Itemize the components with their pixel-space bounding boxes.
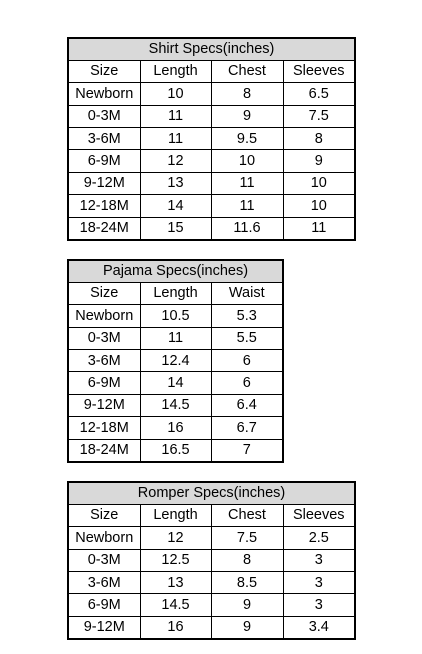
table-cell: 3-6M bbox=[68, 128, 140, 150]
table-cell: 5.5 bbox=[211, 327, 283, 349]
table-cell: 6-9M bbox=[68, 594, 140, 616]
column-header: Size bbox=[68, 504, 140, 526]
table-cell: 10 bbox=[140, 83, 211, 105]
table-row bbox=[68, 417, 283, 439]
table-cell: 7.5 bbox=[283, 105, 355, 127]
table-cell: Newborn bbox=[68, 305, 140, 327]
table-cell: 18-24M bbox=[68, 217, 140, 239]
table-cell: 12.5 bbox=[140, 549, 211, 571]
table-cell: 10.5 bbox=[140, 305, 211, 327]
column-header: Chest bbox=[211, 504, 283, 526]
table-cell: 9 bbox=[211, 616, 283, 638]
table-cell: 6 bbox=[211, 350, 283, 372]
table-cell: 11 bbox=[211, 195, 283, 217]
table-cell: 8 bbox=[283, 128, 355, 150]
table-cell: 12.4 bbox=[140, 350, 211, 372]
table-row bbox=[68, 616, 355, 638]
table-cell: 10 bbox=[211, 150, 283, 172]
table-row bbox=[68, 350, 283, 372]
table-row bbox=[68, 195, 355, 217]
table-cell: Newborn bbox=[68, 527, 140, 549]
table-cell: 12-18M bbox=[68, 417, 140, 439]
shirt-specs-table bbox=[67, 37, 356, 241]
table-cell: 12 bbox=[140, 150, 211, 172]
table-cell: 9.5 bbox=[211, 128, 283, 150]
pajama-table-title: Pajama Specs(inches) bbox=[68, 260, 283, 282]
table-row bbox=[68, 150, 355, 172]
shirt-table-title: Shirt Specs(inches) bbox=[68, 38, 355, 60]
table-cell: 14 bbox=[140, 195, 211, 217]
table-cell: 9 bbox=[211, 105, 283, 127]
column-header: Waist bbox=[211, 282, 283, 304]
table-row bbox=[68, 439, 283, 461]
table-cell: 7.5 bbox=[211, 527, 283, 549]
table-cell: 3 bbox=[283, 549, 355, 571]
table-cell: 6-9M bbox=[68, 372, 140, 394]
column-header: Length bbox=[140, 504, 211, 526]
table-cell: 14 bbox=[140, 372, 211, 394]
table-cell: 13 bbox=[140, 172, 211, 194]
pajama-specs-table bbox=[67, 259, 284, 463]
romper-table-title: Romper Specs(inches) bbox=[68, 482, 355, 504]
table-cell: 12-18M bbox=[68, 195, 140, 217]
table-cell: 11 bbox=[283, 217, 355, 239]
column-header: Length bbox=[140, 282, 211, 304]
column-header: Length bbox=[140, 60, 211, 82]
table-cell: 9 bbox=[211, 594, 283, 616]
table-cell: 9-12M bbox=[68, 172, 140, 194]
column-header: Sleeves bbox=[283, 60, 355, 82]
table-cell: 6.4 bbox=[211, 394, 283, 416]
table-row bbox=[68, 594, 355, 616]
table-row bbox=[68, 217, 355, 239]
table-row bbox=[68, 327, 283, 349]
table-cell: 7 bbox=[211, 439, 283, 461]
table-cell: 11 bbox=[140, 128, 211, 150]
table-cell: 3 bbox=[283, 594, 355, 616]
table-cell: 0-3M bbox=[68, 105, 140, 127]
column-header: Chest bbox=[211, 60, 283, 82]
table-cell: 11 bbox=[140, 105, 211, 127]
table-cell: 11 bbox=[140, 327, 211, 349]
table-cell: 3.4 bbox=[283, 616, 355, 638]
table-row bbox=[68, 572, 355, 594]
table-cell: 13 bbox=[140, 572, 211, 594]
table-cell: 2.5 bbox=[283, 527, 355, 549]
table-cell: 14.5 bbox=[140, 594, 211, 616]
column-header: Size bbox=[68, 60, 140, 82]
table-cell: 11 bbox=[211, 172, 283, 194]
table-cell: 16 bbox=[140, 616, 211, 638]
table-cell: 16.5 bbox=[140, 439, 211, 461]
table-row bbox=[68, 527, 355, 549]
table-cell: 8 bbox=[211, 83, 283, 105]
romper-specs-table bbox=[67, 481, 356, 640]
table-row bbox=[68, 305, 283, 327]
table-cell: 18-24M bbox=[68, 439, 140, 461]
table-cell: 3-6M bbox=[68, 572, 140, 594]
table-cell: 14.5 bbox=[140, 394, 211, 416]
table-cell: 11.6 bbox=[211, 217, 283, 239]
table-cell: 3-6M bbox=[68, 350, 140, 372]
table-cell: 9-12M bbox=[68, 616, 140, 638]
table-cell: 16 bbox=[140, 417, 211, 439]
table-row bbox=[68, 372, 283, 394]
table-row bbox=[68, 105, 355, 127]
table-cell: 5.3 bbox=[211, 305, 283, 327]
table-row bbox=[68, 549, 355, 571]
table-cell: 12 bbox=[140, 527, 211, 549]
table-cell: 15 bbox=[140, 217, 211, 239]
table-cell: 3 bbox=[283, 572, 355, 594]
table-cell: 10 bbox=[283, 195, 355, 217]
table-cell: 0-3M bbox=[68, 327, 140, 349]
column-header: Size bbox=[68, 282, 140, 304]
table-cell: 6 bbox=[211, 372, 283, 394]
table-cell: 6.7 bbox=[211, 417, 283, 439]
table-cell: 10 bbox=[283, 172, 355, 194]
table-cell: 6.5 bbox=[283, 83, 355, 105]
table-cell: 8 bbox=[211, 549, 283, 571]
table-cell: 8.5 bbox=[211, 572, 283, 594]
table-row bbox=[68, 172, 355, 194]
table-row bbox=[68, 394, 283, 416]
table-cell: 9 bbox=[283, 150, 355, 172]
table-cell: 0-3M bbox=[68, 549, 140, 571]
table-cell: 6-9M bbox=[68, 150, 140, 172]
table-row bbox=[68, 128, 355, 150]
table-cell: Newborn bbox=[68, 83, 140, 105]
table-row bbox=[68, 83, 355, 105]
table-cell: 9-12M bbox=[68, 394, 140, 416]
column-header: Sleeves bbox=[283, 504, 355, 526]
